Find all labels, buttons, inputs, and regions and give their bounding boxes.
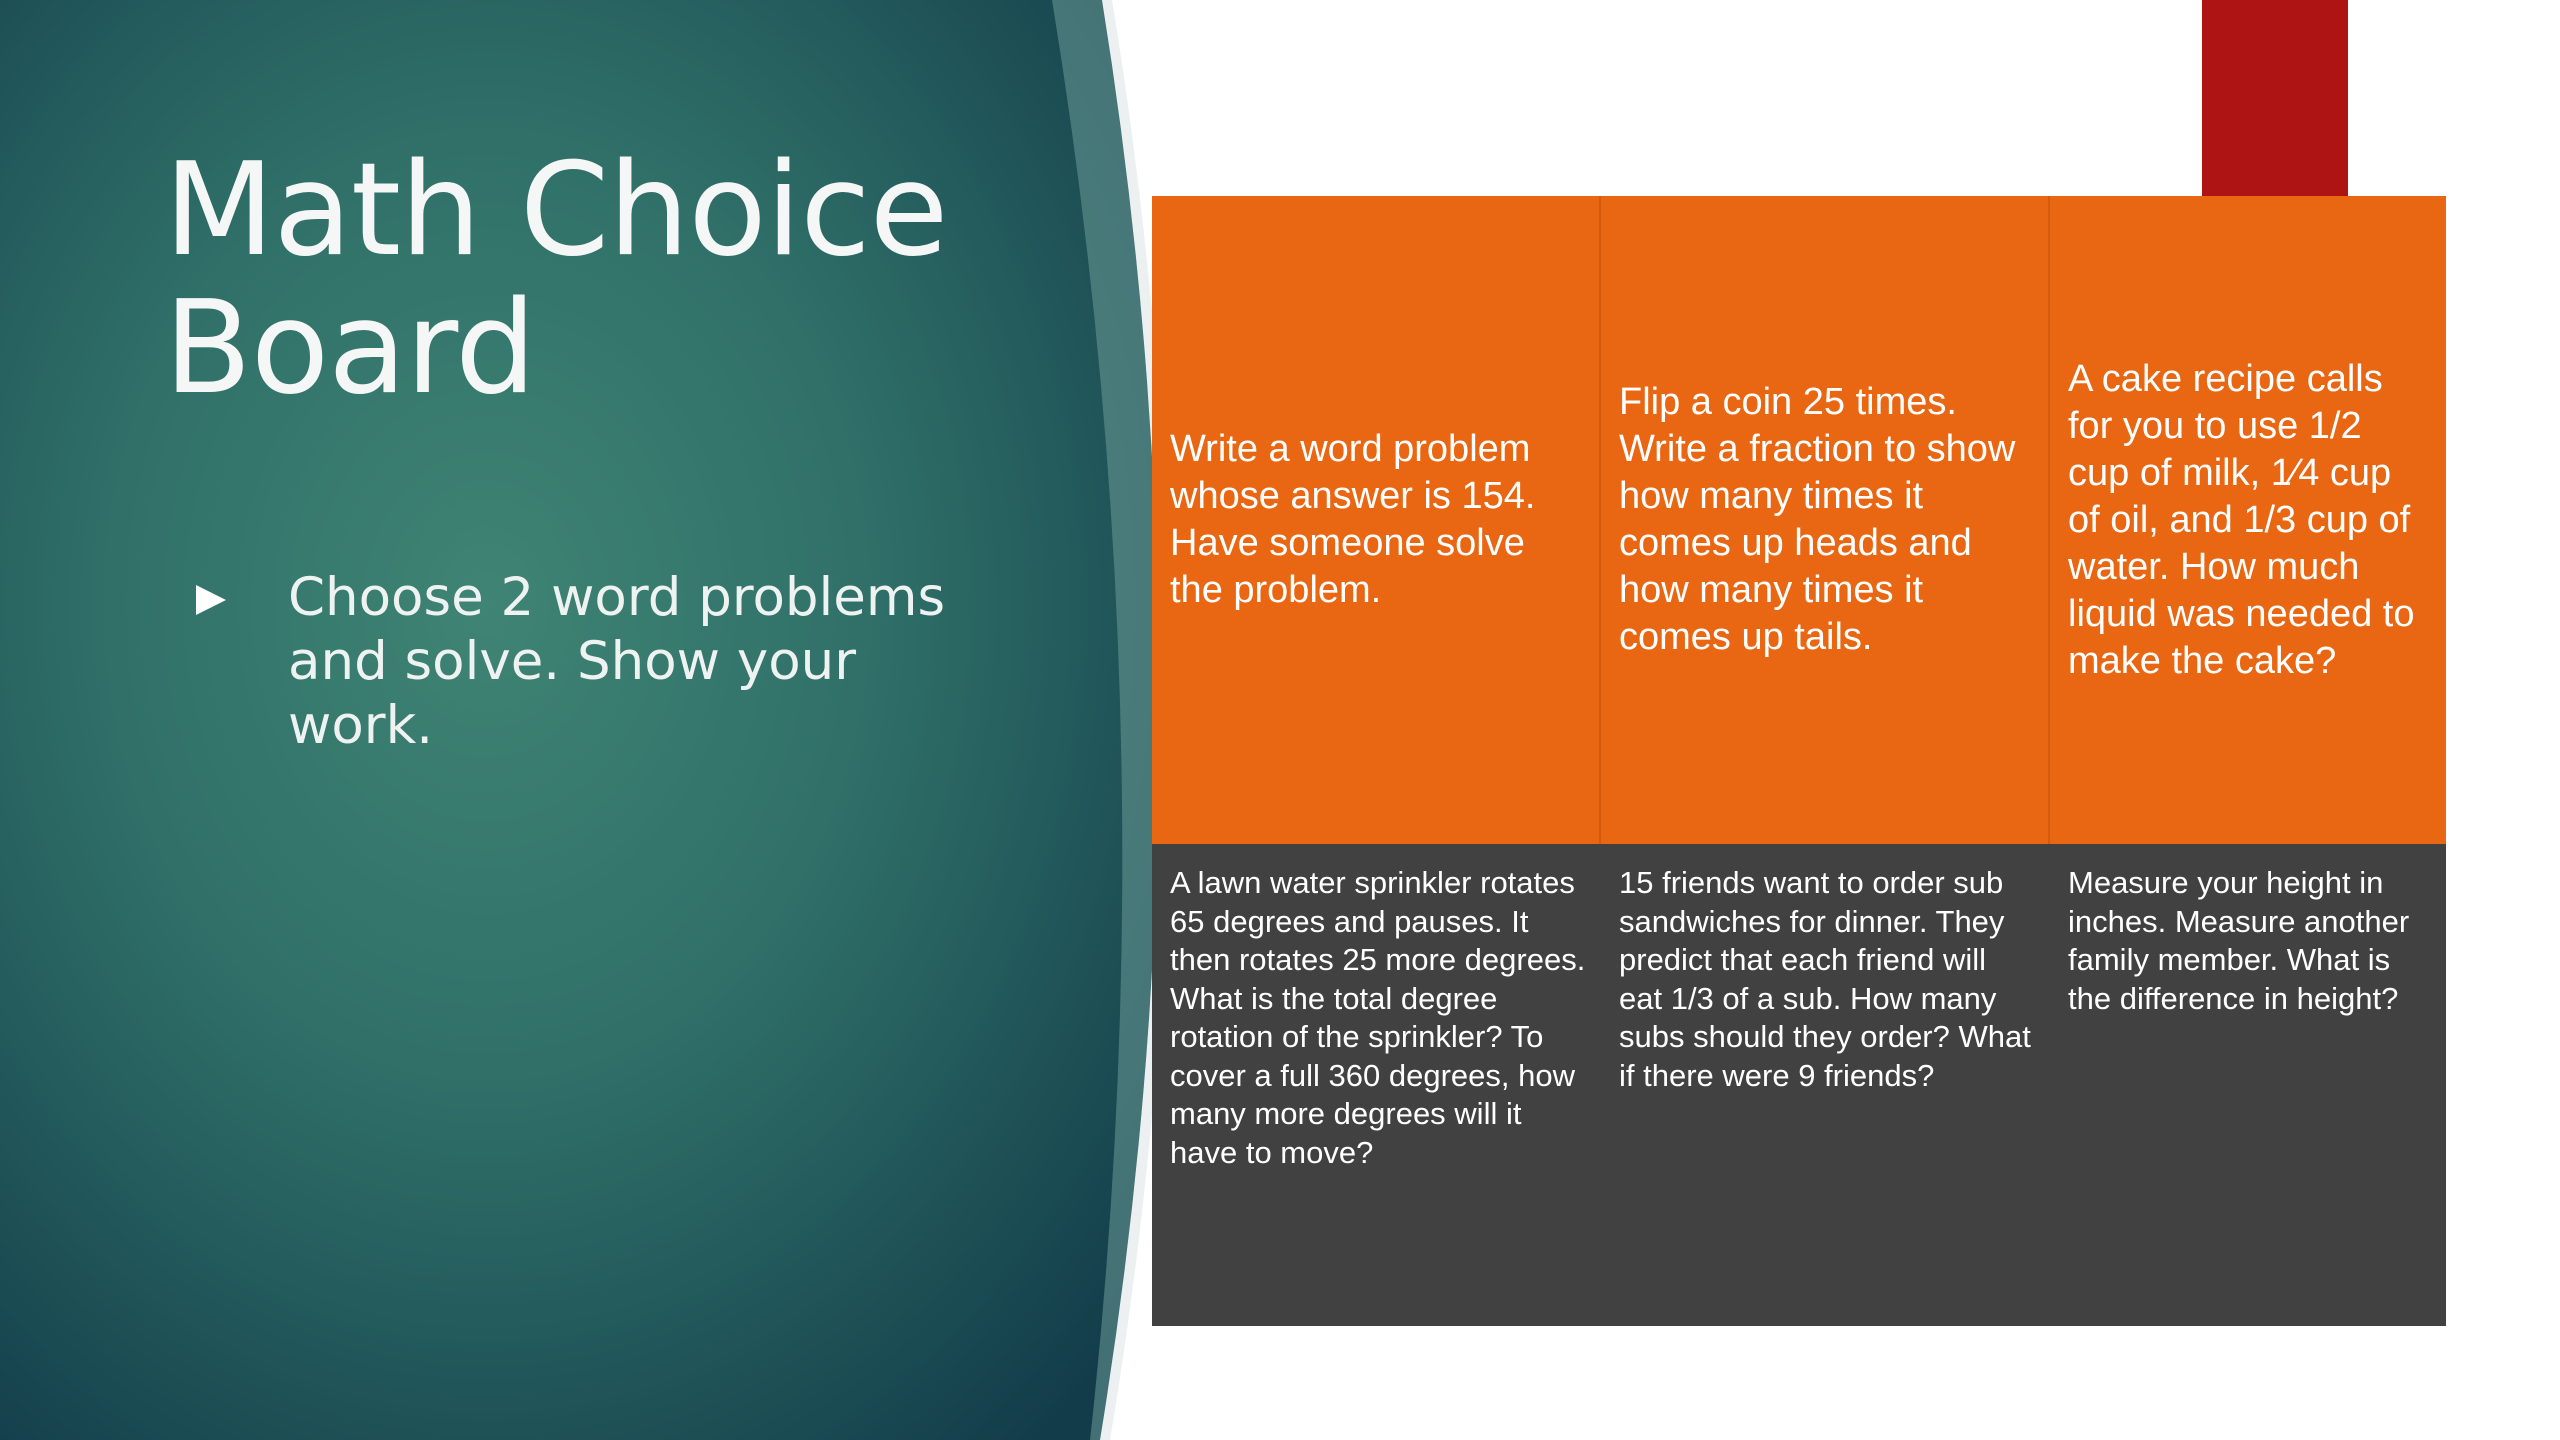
board-cell-1-text: Write a word problem whose answer is 154. Have someone solve the problem. <box>1170 428 1536 611</box>
board-cell-4 <box>1152 844 1601 1326</box>
board-cell-5-text: 15 friends want to order sub sandwiches for dinner. They predict that each friend will eat 1/3 of a sub. How many subs should they order? What if there were 9 friends? <box>1619 865 2031 1093</box>
board-cell-5 <box>1601 844 2050 1326</box>
choice-board-grid <box>1152 196 2446 1326</box>
triangle-bullet-icon <box>196 585 226 615</box>
board-cell-4-text: A lawn water sprinkler rotates 65 degrees and pauses. It then rotates 25 more degrees. What is the total degree rotation of the sprinkler? To cover a full 360 degrees, how many more degrees will it have to move? <box>1170 865 1586 1170</box>
board-cell-2-text: Flip a coin 25 times. Write a fraction to show how many times it comes up heads and how many times it comes up tails. <box>1619 381 2016 658</box>
board-cell-6 <box>2050 844 2446 1326</box>
board-cell-3 <box>2050 196 2446 844</box>
board-cell-6-text: Measure your height in inches. Measure another family member. What is the difference in height? <box>2068 865 2410 1016</box>
board-cell-1 <box>1152 196 1601 844</box>
board-cell-2 <box>1601 196 2050 844</box>
bullet-text: Choose 2 word problems and solve. Show your work. <box>288 567 946 756</box>
slide-title: Math Choice Board <box>164 136 948 423</box>
bullet-item <box>196 566 996 758</box>
board-cell-3-text: A cake recipe calls for you to use 1/2 cup of milk, 1⁄4 cup of oil, and 1/3 cup of water. How much liquid was needed to make the cake? <box>2068 357 2415 682</box>
red-accent-tab <box>2202 0 2348 200</box>
